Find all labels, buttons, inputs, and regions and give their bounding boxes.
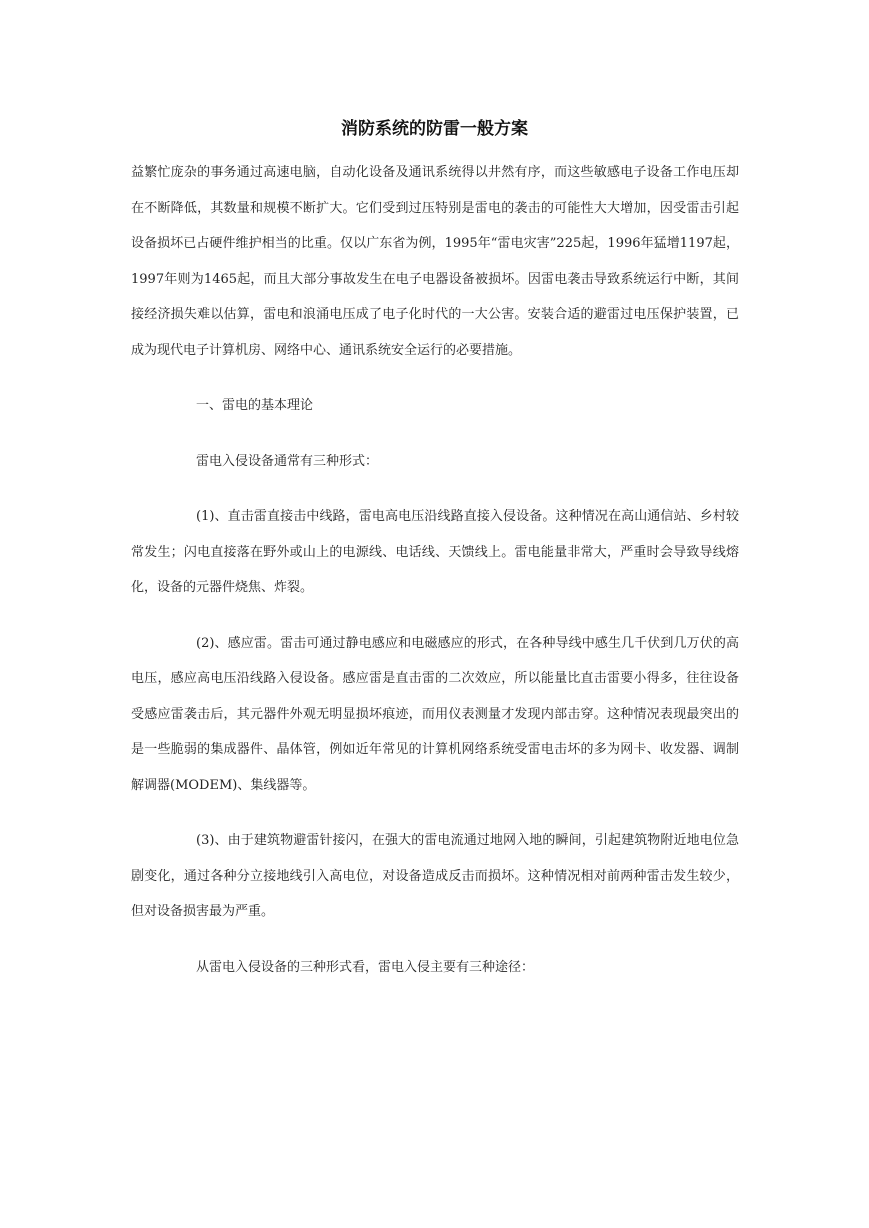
intrusion-forms-intro: 雷电入侵设备通常有三种形式： (196, 453, 379, 469)
intro-paragraph: 益繁忙庞杂的事务通过高速电脑，自动化设备及通讯系统得以井然有序，而这些敏感电子设备工作电压却在不断降低，其数量和规模不断扩大。它们受到过压特别是雷电的袭击的可能性大大增加，因受雷击引起设备损坏已占硬件维护相当的比重。仅以广东省为例，1995年“雷电灾害”225起，1996年猛增1197起，1997年则为1465起，而且大部分事故发生在电子电器设备被损坏。因雷电袭击导致系统运行中断，其间接经济损失难以估算，雷电和浪涌电压成了电子化时代的一大公害。安装合适的避雷过电压保护装置，已成为现代电子计算机房、网络中心、通讯系统安全运行的必要措施。 (131, 165, 739, 358)
paragraph-spacer (131, 803, 739, 823)
paragraph-spacer (131, 930, 739, 950)
document-body (131, 155, 739, 985)
document-title: 消防系统的防雷一般方案 (341, 119, 528, 139)
form-1-direct-strike: (1)、直击雷直接击中线路，雷电高电压沿线路直接入侵设备。这种情况在高山通信站、乡村较常发生；闪电直接落在野外或山上的电源线、电话线、天馈线上。雷电能量非常大，严重时会导致导线熔化，设备的元器件烧焦、炸裂。 (131, 509, 739, 595)
intrusion-paths-intro: 从雷电入侵设备的三种形式看，雷电入侵主要有三种途径： (196, 959, 535, 975)
section-heading-lightning-theory: 一、雷电的基本理论 (196, 398, 314, 413)
form-2-induced-lightning: (2)、感应雷。雷击可通过静电感应和电磁感应的形式，在各种导线中感生几千伏到几万伏的高电压，感应高电压沿线路入侵设备。感应雷是直击雷的二次效应，所以能量比直击雷要小得多，往往设备受感应雷袭击后，其元器件外观无明显损坏痕迹，而用仪表测量才发现内部击穿。这种情况表现最突出的是一些脆弱的集成器件、晶体管，例如近年常见的计算机网络系统受雷电击坏的多为网卡、收发器、调制解调器(MODEM)、集线器等。 (131, 635, 739, 793)
paragraph-spacer (131, 479, 739, 499)
paragraph-spacer (131, 606, 739, 626)
paragraph-spacer (131, 368, 739, 388)
form-3-ground-potential: (3)、由于建筑物避雷针接闪，在强大的雷电流通过地网入地的瞬间，引起建筑物附近地电位急剧变化，通过各种分立接地线引入高电位，对设备造成反击而损坏。这种情况相对前两种雷击发生较少，但对设备损害最为严重。 (131, 833, 739, 919)
paragraph-spacer (131, 424, 739, 444)
